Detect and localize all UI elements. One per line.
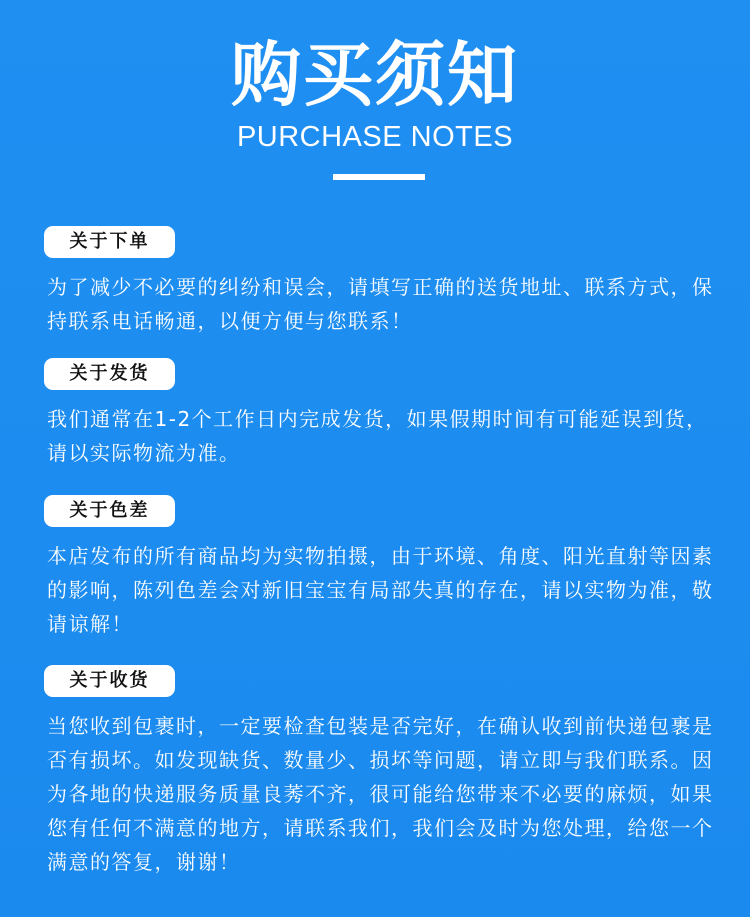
section-shipping (44, 358, 714, 470)
section-text: 我们通常在1-2个工作日内完成发货，如果假期时间有可能延误到货，请以实际物流为准。 (47, 407, 708, 465)
section-label: 关于发货 (44, 358, 175, 390)
page-subtitle: PURCHASE NOTES (236, 121, 514, 153)
section-text: 当您收到包裹时，一定要检查包装是否完好，在确认收到前快递包裹是否有损坏。如发现缺货、数量少、损坏等问题，请立即与我们联系。因为各地的快递服务质量良莠不齐，很可能给您带来不必要的麻烦，如果您有任何不满意的地方，请联系我们，我们会及时为您处理，给您一个满意的答复，谢谢！ (47, 714, 714, 874)
page-title: 购买须知 (231, 34, 519, 116)
section-text: 本店发布的所有商品均为实物拍摄，由于环境、角度、阳光直射等因素的影响，陈列色差会对新旧宝宝有局部失真的存在，请以实物为准，敬请谅解！ (47, 544, 714, 636)
section-label: 关于色差 (44, 495, 175, 527)
title-divider (333, 174, 425, 180)
section-label: 关于收货 (44, 665, 175, 697)
section-ordering (44, 226, 714, 338)
section-text: 为了减少不必要的纠纷和误会，请填写正确的送货地址、联系方式，保持联系电话畅通，以便方便与您联系！ (47, 275, 714, 333)
section-receiving (44, 665, 714, 879)
section-label: 关于下单 (44, 226, 175, 258)
section-color-difference (44, 495, 714, 641)
